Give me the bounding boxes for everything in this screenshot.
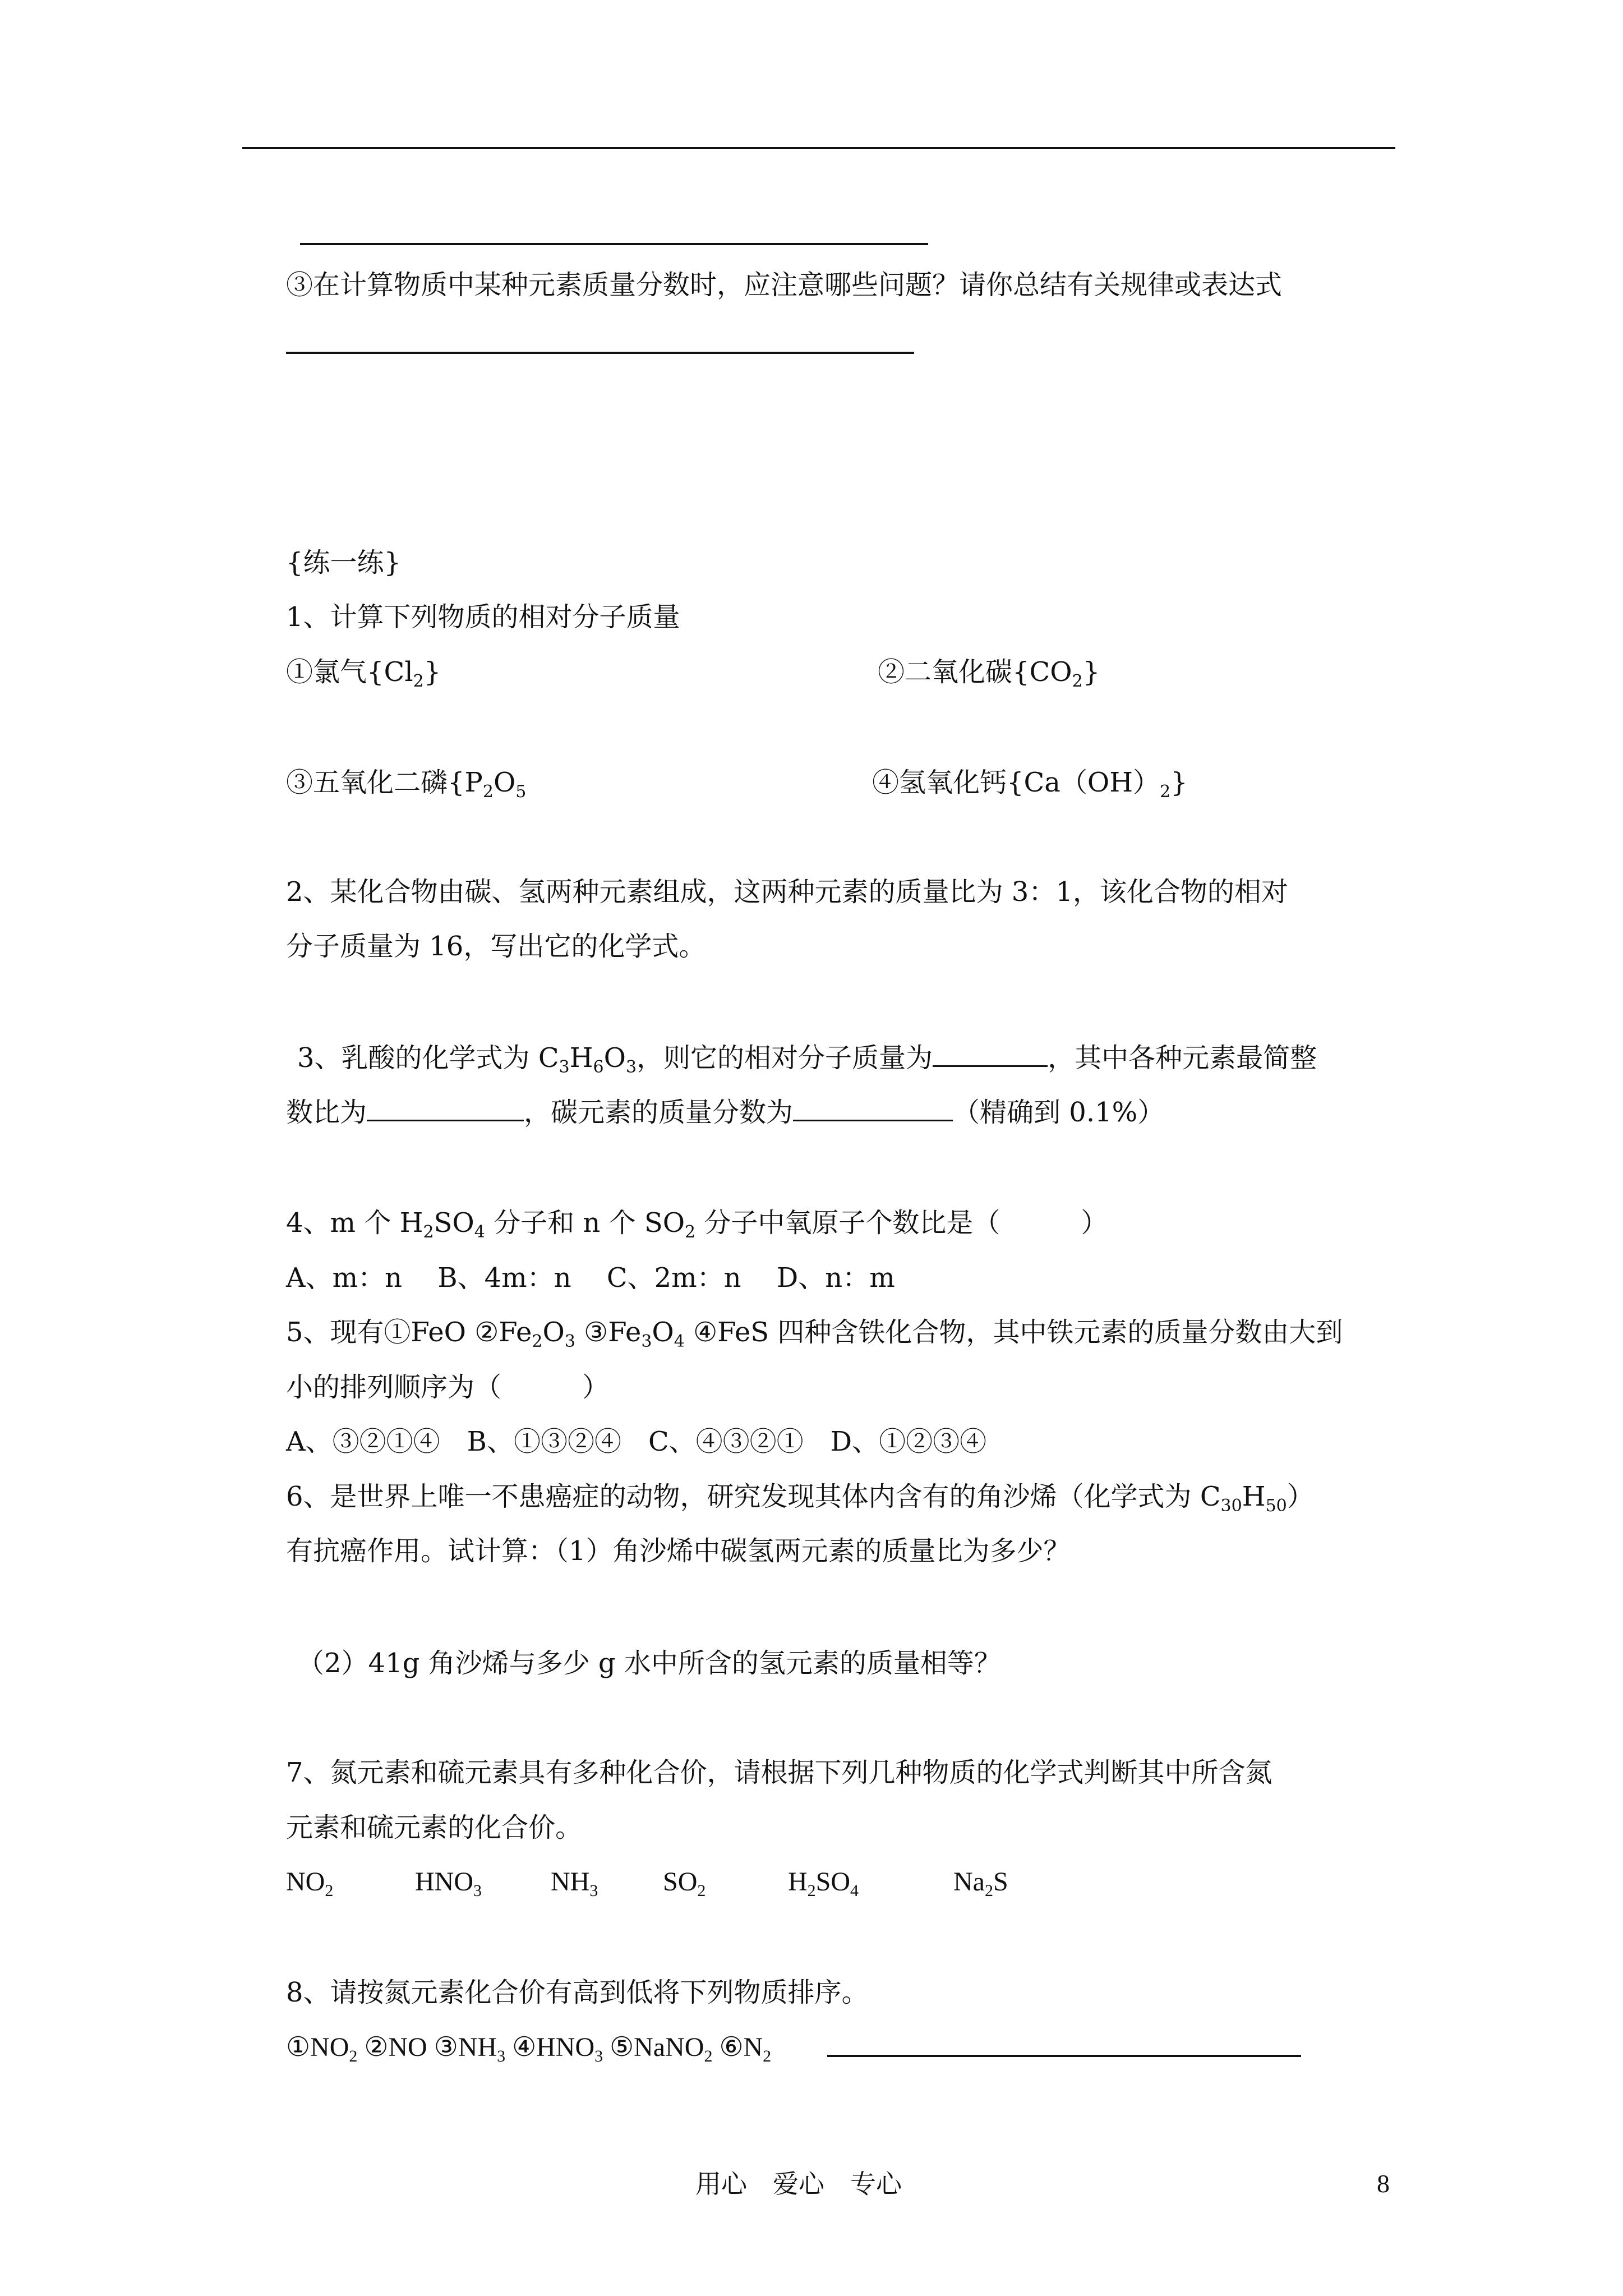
q7-formula-3: $NH_3$: [551, 1867, 598, 1900]
q7-formula-6: $Na_2S$: [953, 1867, 1008, 1900]
question-4: 4、m 个 $H_2SO_4$ 分子和 n 个 $SO_2$ 分子中氧原子个数比是（ ）: [286, 1207, 1108, 1242]
section-heading: {练一练}: [286, 547, 402, 578]
question-5-options: A、③②①④ B、①③②④ C、④③②① D、①②③④: [286, 1426, 987, 1457]
question-6-line-3: （2）41g 角沙烯与多少 g 水中所含的氢元素的质量相等？: [297, 1648, 1001, 1679]
question-1: 1、计算下列物质的相对分子质量: [286, 601, 680, 633]
q1-option-4: ④氢氧化钙$\{Ca(OH)_2\}$: [872, 767, 1188, 802]
question-6-line-1: 6、是世界上唯一不患癌症的动物，研究发现其体内含有的角沙烯（化学式为 $C_{30}H_{50}$）: [286, 1481, 1314, 1516]
q1-option-2: ②二氧化碳$\{CO_2\}$: [878, 656, 1100, 691]
q1-option-3: ③五氧化二磷{$P_2O_5$: [286, 767, 527, 802]
answer-line: [827, 2055, 1301, 2057]
question-7-line-2: 元素和硫元素的化合价。: [286, 1812, 583, 1843]
answer-line: [300, 243, 928, 245]
question-6-line-2: 有抗癌作用。试计算：（1）角沙烯中碳氢两元素的质量比为多少？: [286, 1535, 1071, 1567]
question-3-line-2: 数比为 ，碳元素的质量分数为 （精确到 0.1%）: [286, 1095, 1164, 1129]
question-8-items: $①NO_2$ ②NO $③NH_3$ $④HNO_3$ ⑤NaNO$_2$ $⑥N_2$: [286, 2032, 772, 2065]
page-number: 8: [1377, 2169, 1390, 2198]
question-5-line-2: 小的排列顺序为（ ）: [286, 1372, 610, 1403]
q7-formula-4: $SO_2$: [663, 1867, 706, 1900]
question-5-line-1: 5、现有①FeO $②Fe_2O_3$ $③Fe_3O_4$ ④FeS 四种含铁化合物，其中铁元素的质量分数由大到: [286, 1317, 1343, 1351]
question-text: ③在计算物质中某种元素质量分数时，应注意哪些问题？请你总结有关规律或表达式: [286, 269, 1283, 301]
q7-formula-5: $H_2SO_4$: [788, 1867, 859, 1900]
q7-formula-2: $HNO_3$: [415, 1867, 482, 1900]
answer-line: [286, 352, 914, 354]
q1-option-1: ①氯气$\{Cl_2\}$: [286, 656, 441, 691]
question-2-line-1: 2、某化合物由碳、氢两种元素组成，这两种元素的质量比为 3：1，该化合物的相对: [286, 876, 1288, 908]
question-7-line-1: 7、氮元素和硫元素具有多种化合价，请根据下列几种物质的化学式判断其中所含氮: [286, 1757, 1272, 1788]
header-rule: [242, 147, 1395, 149]
question-2-line-2: 分子质量为 16，写出它的化学式。: [286, 931, 706, 962]
question-3-line-1: 3、乳酸的化学式为 $C_3H_6O_3$，则它的相对分子质量为 ，其中各种元素最简整: [297, 1041, 1317, 1075]
question-8-line-1: 8、请按氮元素化合价有高到低将下列物质排序。: [286, 1977, 869, 2008]
question-4-options: A、m：n B、4m：n C、2m：n D、n：m: [286, 1262, 895, 1294]
footer-motto: 用心 爱心 专心: [695, 2169, 902, 2199]
q7-formula-1: $NO_2$: [286, 1867, 334, 1900]
